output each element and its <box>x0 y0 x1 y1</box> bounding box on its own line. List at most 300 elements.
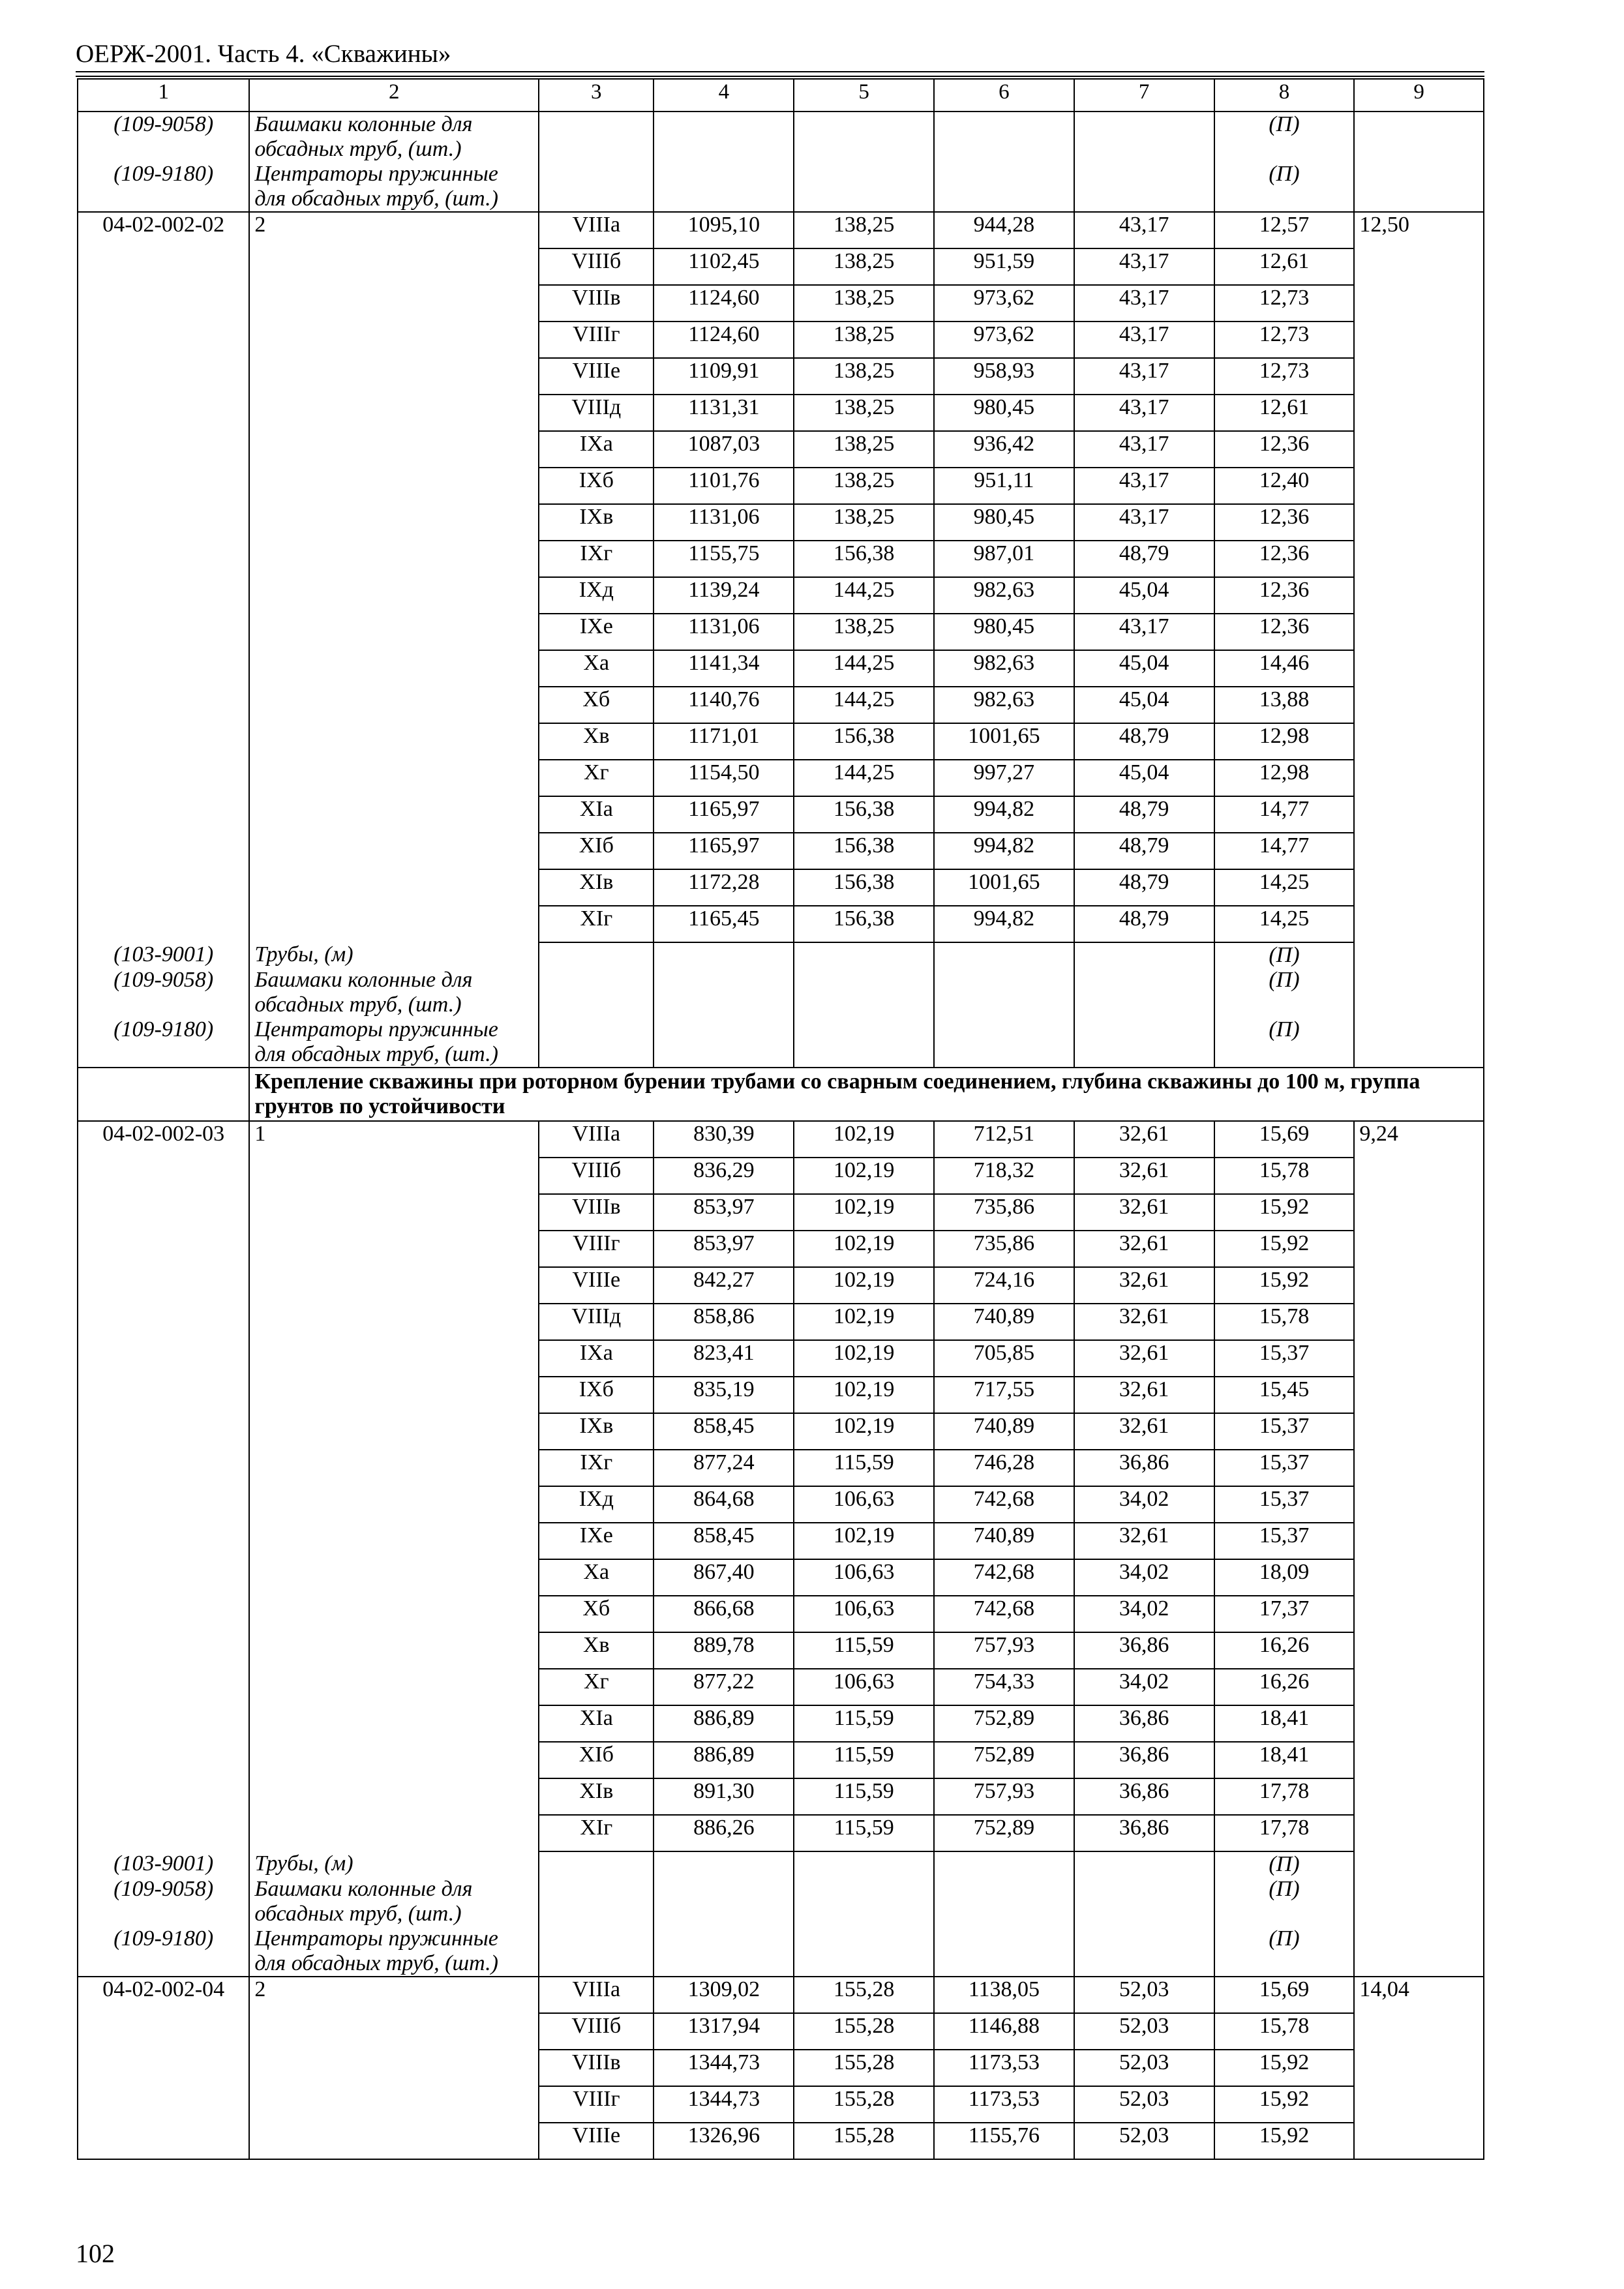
table-row <box>78 468 1484 504</box>
empty-cell <box>249 723 539 760</box>
wages: 138,25 <box>794 504 934 541</box>
total-cost: 1344,73 <box>654 2050 794 2086</box>
machine-wages: 52,03 <box>1074 1977 1214 2013</box>
empty-cell <box>249 869 539 906</box>
empty-cell <box>249 1267 539 1304</box>
material-unit: (П) <box>1214 968 1355 1017</box>
empty-cell <box>1354 2050 1484 2086</box>
machines: 973,62 <box>934 322 1074 358</box>
header-rule <box>76 71 1484 72</box>
total-cost: 853,97 <box>654 1194 794 1231</box>
empty-cell <box>934 1877 1074 1926</box>
empty-cell <box>654 1017 794 1068</box>
table-row <box>78 1413 1484 1450</box>
empty-cell <box>1354 1851 1484 1877</box>
table-row <box>78 504 1484 541</box>
material-name: Трубы, (м) <box>249 1851 539 1877</box>
wages: 156,38 <box>794 723 934 760</box>
empty-cell <box>249 322 539 358</box>
total-cost: 1095,10 <box>654 212 794 248</box>
empty-cell <box>794 1017 934 1068</box>
machines: 752,89 <box>934 1705 1074 1742</box>
total-cost: 858,45 <box>654 1523 794 1559</box>
machine-wages: 36,86 <box>1074 1778 1214 1815</box>
row-code: 04-02-002-03 <box>78 1121 249 1158</box>
materials: 15,78 <box>1214 1158 1355 1194</box>
empty-cell <box>249 358 539 395</box>
empty-cell <box>78 723 249 760</box>
wages: 102,19 <box>794 1377 934 1413</box>
wages: 156,38 <box>794 869 934 906</box>
material-row <box>78 1851 1484 1877</box>
empty-cell <box>78 687 249 723</box>
materials: 16,26 <box>1214 1669 1355 1705</box>
materials: 15,37 <box>1214 1340 1355 1377</box>
machines: 752,89 <box>934 1742 1074 1778</box>
empty-cell <box>78 2050 249 2086</box>
table-row <box>78 577 1484 614</box>
empty-cell <box>78 1742 249 1778</box>
total-cost: 886,89 <box>654 1705 794 1742</box>
machine-wages: 43,17 <box>1074 468 1214 504</box>
machine-wages: 43,17 <box>1074 504 1214 541</box>
empty-cell <box>1354 248 1484 285</box>
empty-cell <box>539 162 654 212</box>
wages: 155,28 <box>794 2013 934 2050</box>
materials: 12,98 <box>1214 723 1355 760</box>
total-cost: 1101,76 <box>654 468 794 504</box>
empty-cell <box>1354 1450 1484 1486</box>
empty-cell <box>78 1068 249 1121</box>
soil-group: IXа <box>539 431 654 468</box>
empty-cell <box>794 162 934 212</box>
machine-wages: 43,17 <box>1074 431 1214 468</box>
empty-cell <box>1354 796 1484 833</box>
total-cost: 1131,06 <box>654 504 794 541</box>
materials: 15,78 <box>1214 2013 1355 2050</box>
material-row <box>78 1926 1484 1977</box>
material-unit: (П) <box>1214 1926 1355 1977</box>
empty-cell <box>78 796 249 833</box>
wages: 138,25 <box>794 212 934 248</box>
empty-cell <box>249 468 539 504</box>
material-unit: (П) <box>1214 112 1355 162</box>
table-row <box>78 1304 1484 1340</box>
table-row <box>78 285 1484 322</box>
wages: 138,25 <box>794 248 934 285</box>
material-row <box>78 1017 1484 1068</box>
wages: 138,25 <box>794 468 934 504</box>
soil-group: IXа <box>539 1340 654 1377</box>
machines: 757,93 <box>934 1778 1074 1815</box>
wages: 155,28 <box>794 2123 934 2159</box>
empty-cell <box>1354 1194 1484 1231</box>
empty-cell <box>249 1340 539 1377</box>
machines: 982,63 <box>934 687 1074 723</box>
material-code: (109-9058) <box>78 112 249 162</box>
soil-group: IXв <box>539 1413 654 1450</box>
empty-cell <box>249 248 539 285</box>
material-name: Центраторы пружинные для обсадных труб, (шт.) <box>249 162 539 212</box>
machines: 994,82 <box>934 906 1074 942</box>
empty-cell <box>249 1778 539 1815</box>
machines: 735,86 <box>934 1231 1074 1267</box>
empty-cell <box>1354 2123 1484 2159</box>
soil-group: XIв <box>539 869 654 906</box>
machine-wages: 48,79 <box>1074 541 1214 577</box>
empty-cell <box>249 760 539 796</box>
empty-cell <box>1354 968 1484 1017</box>
total-cost: 1172,28 <box>654 869 794 906</box>
empty-cell <box>78 1669 249 1705</box>
empty-cell <box>1354 112 1484 162</box>
material-row <box>78 162 1484 212</box>
machine-wages: 52,03 <box>1074 2050 1214 2086</box>
empty-cell <box>78 1304 249 1340</box>
wages: 138,25 <box>794 285 934 322</box>
empty-cell <box>78 285 249 322</box>
machine-wages: 36,86 <box>1074 1815 1214 1851</box>
empty-cell <box>1354 1877 1484 1926</box>
machine-wages: 32,61 <box>1074 1267 1214 1304</box>
wages: 155,28 <box>794 2086 934 2123</box>
labor-cost: 12,50 <box>1354 212 1484 248</box>
machine-wages: 32,61 <box>1074 1121 1214 1158</box>
wages: 155,28 <box>794 2050 934 2086</box>
empty-cell <box>1354 760 1484 796</box>
page-number: 102 <box>76 2239 115 2268</box>
material-name: Башмаки колонные для обсадных труб, (шт.) <box>249 968 539 1017</box>
empty-cell <box>78 468 249 504</box>
materials: 16,26 <box>1214 1632 1355 1669</box>
total-cost: 858,45 <box>654 1413 794 1450</box>
wages: 155,28 <box>794 1977 934 2013</box>
soil-group: VIIIв <box>539 1194 654 1231</box>
empty-cell <box>1354 1158 1484 1194</box>
empty-cell <box>1354 1304 1484 1340</box>
empty-cell <box>1354 1377 1484 1413</box>
total-cost: 1155,75 <box>654 541 794 577</box>
table-row <box>78 760 1484 796</box>
empty-cell <box>1074 112 1214 162</box>
empty-cell <box>934 942 1074 968</box>
empty-cell <box>1354 1926 1484 1977</box>
empty-cell <box>934 112 1074 162</box>
materials: 15,92 <box>1214 2086 1355 2123</box>
materials: 15,69 <box>1214 1121 1355 1158</box>
total-cost: 1344,73 <box>654 2086 794 2123</box>
materials: 18,41 <box>1214 1742 1355 1778</box>
material-unit: (П) <box>1214 1851 1355 1877</box>
total-cost: 866,68 <box>654 1596 794 1632</box>
empty-cell <box>78 1486 249 1523</box>
empty-cell <box>249 1559 539 1596</box>
machine-wages: 43,17 <box>1074 212 1214 248</box>
empty-cell <box>794 1851 934 1877</box>
empty-cell <box>249 1304 539 1340</box>
empty-cell <box>654 1926 794 1977</box>
materials: 15,37 <box>1214 1450 1355 1486</box>
machine-wages: 34,02 <box>1074 1559 1214 1596</box>
machine-wages: 34,02 <box>1074 1486 1214 1523</box>
table-row <box>78 1705 1484 1742</box>
wages: 156,38 <box>794 541 934 577</box>
material-name: Центраторы пружинные для обсадных труб, (шт.) <box>249 1017 539 1068</box>
empty-cell <box>78 1596 249 1632</box>
material-unit: (П) <box>1214 162 1355 212</box>
table-row <box>78 614 1484 650</box>
column-number: 7 <box>1074 79 1214 112</box>
total-cost: 1087,03 <box>654 431 794 468</box>
machine-wages: 32,61 <box>1074 1158 1214 1194</box>
machines: 997,27 <box>934 760 1074 796</box>
empty-cell <box>249 1377 539 1413</box>
empty-cell <box>539 1017 654 1068</box>
table-body <box>78 79 1484 2159</box>
table-row <box>78 2013 1484 2050</box>
empty-cell <box>78 1559 249 1596</box>
machine-wages: 36,86 <box>1074 1742 1214 1778</box>
total-cost: 830,39 <box>654 1121 794 1158</box>
empty-cell <box>1074 162 1214 212</box>
empty-cell <box>539 968 654 1017</box>
machine-wages: 34,02 <box>1074 1596 1214 1632</box>
machine-wages: 36,86 <box>1074 1705 1214 1742</box>
table-row <box>78 1669 1484 1705</box>
wages: 102,19 <box>794 1304 934 1340</box>
table-row <box>78 2050 1484 2086</box>
wages: 115,59 <box>794 1705 934 1742</box>
empty-cell <box>1354 906 1484 942</box>
total-cost: 823,41 <box>654 1340 794 1377</box>
empty-cell <box>249 541 539 577</box>
machines: 740,89 <box>934 1523 1074 1559</box>
soil-group: VIIIб <box>539 248 654 285</box>
empty-cell <box>249 1742 539 1778</box>
empty-cell <box>249 1158 539 1194</box>
empty-cell <box>249 1413 539 1450</box>
empty-cell <box>1074 1851 1214 1877</box>
materials: 15,92 <box>1214 2123 1355 2159</box>
empty-cell <box>78 1267 249 1304</box>
total-cost: 836,29 <box>654 1158 794 1194</box>
page-header: ОЕРЖ-2001. Часть 4. «Скважины» <box>76 40 451 68</box>
materials: 12,61 <box>1214 395 1355 431</box>
empty-cell <box>539 112 654 162</box>
table-row <box>78 1632 1484 1669</box>
empty-cell <box>1354 1523 1484 1559</box>
empty-cell <box>249 577 539 614</box>
materials: 17,78 <box>1214 1778 1355 1815</box>
soil-group: XIа <box>539 1705 654 1742</box>
machine-wages: 43,17 <box>1074 358 1214 395</box>
soil-group: VIIIв <box>539 2050 654 2086</box>
empty-cell <box>1354 1778 1484 1815</box>
empty-cell <box>78 322 249 358</box>
soil-group: VIIIе <box>539 358 654 395</box>
materials: 12,36 <box>1214 614 1355 650</box>
soil-group: Xг <box>539 1669 654 1705</box>
machines: 1001,65 <box>934 869 1074 906</box>
total-cost: 886,89 <box>654 1742 794 1778</box>
empty-cell <box>78 869 249 906</box>
wages: 115,59 <box>794 1742 934 1778</box>
machine-wages: 36,86 <box>1074 1450 1214 1486</box>
machines: 994,82 <box>934 833 1074 869</box>
table-row <box>78 431 1484 468</box>
materials: 12,73 <box>1214 285 1355 322</box>
empty-cell <box>934 968 1074 1017</box>
empty-cell <box>78 1815 249 1851</box>
empty-cell <box>654 1851 794 1877</box>
materials: 14,25 <box>1214 906 1355 942</box>
machines: 735,86 <box>934 1194 1074 1231</box>
empty-cell <box>1354 577 1484 614</box>
materials: 15,92 <box>1214 1231 1355 1267</box>
table-row <box>78 1559 1484 1596</box>
empty-cell <box>1074 1926 1214 1977</box>
total-cost: 877,22 <box>654 1669 794 1705</box>
wages: 102,19 <box>794 1121 934 1158</box>
empty-cell <box>794 112 934 162</box>
table-row <box>78 248 1484 285</box>
soil-group: XIг <box>539 906 654 942</box>
soil-group: IXг <box>539 1450 654 1486</box>
empty-cell <box>794 942 934 968</box>
machines: 951,11 <box>934 468 1074 504</box>
table-row <box>78 1377 1484 1413</box>
table-row <box>78 1158 1484 1194</box>
empty-cell <box>78 1413 249 1450</box>
empty-cell <box>78 1194 249 1231</box>
table-row <box>78 687 1484 723</box>
wages: 156,38 <box>794 796 934 833</box>
empty-cell <box>794 968 934 1017</box>
empty-cell <box>1354 1486 1484 1523</box>
soil-group: IXе <box>539 614 654 650</box>
empty-cell <box>539 1851 654 1877</box>
machines: 987,01 <box>934 541 1074 577</box>
machine-wages: 32,61 <box>1074 1231 1214 1267</box>
wages: 102,19 <box>794 1523 934 1559</box>
machines: 754,33 <box>934 1669 1074 1705</box>
materials: 12,73 <box>1214 358 1355 395</box>
empty-cell <box>249 2086 539 2123</box>
table-row <box>78 796 1484 833</box>
machines: 980,45 <box>934 504 1074 541</box>
empty-cell <box>78 1523 249 1559</box>
soil-group: Xа <box>539 650 654 687</box>
machines: 958,93 <box>934 358 1074 395</box>
empty-cell <box>934 1851 1074 1877</box>
empty-cell <box>1354 687 1484 723</box>
materials: 12,36 <box>1214 504 1355 541</box>
empty-cell <box>934 162 1074 212</box>
empty-cell <box>78 504 249 541</box>
total-cost: 886,26 <box>654 1815 794 1851</box>
materials: 17,37 <box>1214 1596 1355 1632</box>
empty-cell <box>249 614 539 650</box>
wages: 115,59 <box>794 1778 934 1815</box>
total-cost: 1140,76 <box>654 687 794 723</box>
soil-group: Xв <box>539 1632 654 1669</box>
machine-wages: 32,61 <box>1074 1413 1214 1450</box>
table-row <box>78 1267 1484 1304</box>
column-number-row <box>78 79 1484 112</box>
machine-wages: 43,17 <box>1074 322 1214 358</box>
materials: 15,37 <box>1214 1413 1355 1450</box>
empty-cell <box>794 1877 934 1926</box>
empty-cell <box>1354 358 1484 395</box>
materials: 12,73 <box>1214 322 1355 358</box>
empty-cell <box>1354 1742 1484 1778</box>
empty-cell <box>1354 614 1484 650</box>
machine-wages: 43,17 <box>1074 614 1214 650</box>
empty-cell <box>78 1377 249 1413</box>
machines: 980,45 <box>934 395 1074 431</box>
empty-cell <box>1354 322 1484 358</box>
wages: 138,25 <box>794 395 934 431</box>
column-number: 8 <box>1214 79 1355 112</box>
row-code: 04-02-002-02 <box>78 212 249 248</box>
total-cost: 1165,97 <box>654 796 794 833</box>
labor-cost: 14,04 <box>1354 1977 1484 2013</box>
table-row <box>78 1742 1484 1778</box>
total-cost: 1139,24 <box>654 577 794 614</box>
total-cost: 877,24 <box>654 1450 794 1486</box>
material-unit: (П) <box>1214 1017 1355 1068</box>
machine-wages: 43,17 <box>1074 248 1214 285</box>
total-cost: 1124,60 <box>654 322 794 358</box>
soil-group: XIб <box>539 1742 654 1778</box>
empty-cell <box>1354 650 1484 687</box>
machines: 717,55 <box>934 1377 1074 1413</box>
empty-cell <box>1354 431 1484 468</box>
total-cost: 1154,50 <box>654 760 794 796</box>
row-variant: 1 <box>249 1121 539 1158</box>
empty-cell <box>1354 468 1484 504</box>
empty-cell <box>1354 833 1484 869</box>
wages: 156,38 <box>794 906 934 942</box>
empty-cell <box>654 968 794 1017</box>
total-cost: 864,68 <box>654 1486 794 1523</box>
materials: 18,09 <box>1214 1559 1355 1596</box>
machines: 705,85 <box>934 1340 1074 1377</box>
table-row <box>78 1340 1484 1377</box>
wages: 106,63 <box>794 1486 934 1523</box>
machines: 936,42 <box>934 431 1074 468</box>
empty-cell <box>78 395 249 431</box>
empty-cell <box>78 541 249 577</box>
material-row <box>78 1877 1484 1926</box>
table-row <box>78 1815 1484 1851</box>
total-cost: 1317,94 <box>654 2013 794 2050</box>
wages: 102,19 <box>794 1340 934 1377</box>
column-number: 1 <box>78 79 249 112</box>
empty-cell <box>1354 1267 1484 1304</box>
machines: 994,82 <box>934 796 1074 833</box>
wages: 102,19 <box>794 1267 934 1304</box>
table-row <box>78 1231 1484 1267</box>
soil-group: VIIIа <box>539 1121 654 1158</box>
machines: 746,28 <box>934 1450 1074 1486</box>
machine-wages: 48,79 <box>1074 906 1214 942</box>
machines: 951,59 <box>934 248 1074 285</box>
table-row <box>78 2123 1484 2159</box>
materials: 15,45 <box>1214 1377 1355 1413</box>
empty-cell <box>78 2013 249 2050</box>
total-cost: 835,19 <box>654 1377 794 1413</box>
